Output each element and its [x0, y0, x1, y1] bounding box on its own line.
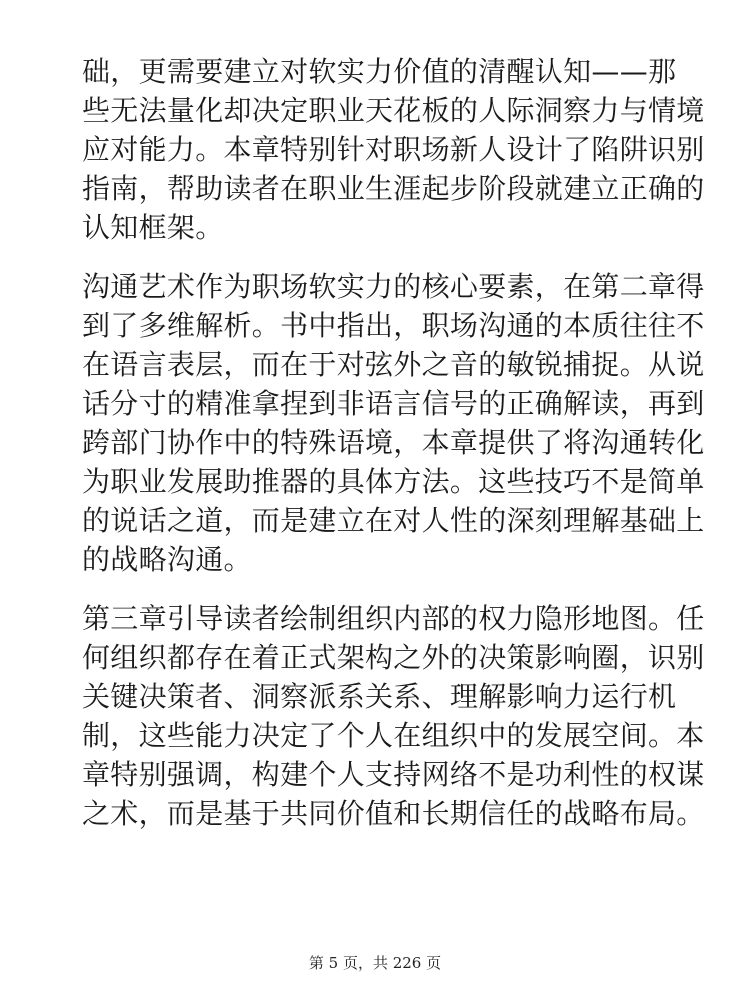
- text-line: 认知框架。: [82, 211, 224, 244]
- text-line: 关键决策者、洞察派系关系、理解影响力运行机: [82, 680, 677, 713]
- text-line: 的说话之道，而是建立在对人性的深刻理解基础上: [82, 504, 705, 537]
- text-line: 础，更需要建立对软实力价值的清醒认知——那: [82, 55, 677, 88]
- text-line: 跨部门协作中的特殊语境，本章提供了将沟通转化: [82, 426, 705, 459]
- text-line: 何组织都存在着正式架构之外的决策影响圈，识别: [82, 641, 705, 674]
- text-line: 第三章引导读者绘制组织内部的权力隐形地图。任: [82, 602, 705, 635]
- text-line: 到了多维解析。书中指出，职场沟通的本质往往不: [82, 309, 705, 342]
- paragraph-2: [82, 267, 705, 579]
- text-line: 制，这些能力决定了个人在组织中的发展空间。本: [82, 719, 705, 752]
- text-line: 些无法量化却决定职业天花板的人际洞察力与情境: [82, 94, 705, 127]
- text-line: 为职业发展助推器的具体方法。这些技巧不是简单: [82, 465, 705, 498]
- text-line: 的战略沟通。: [82, 543, 252, 576]
- text-line: 话分寸的精准拿捏到非语言信号的正确解读，再到: [82, 387, 705, 420]
- paragraph-1: [82, 52, 705, 247]
- text-line: 应对能力。本章特别针对职场新人设计了陷阱识别: [82, 133, 705, 166]
- text-line: 沟通艺术作为职场软实力的核心要素，在第二章得: [82, 270, 705, 303]
- text-line: 章特别强调，构建个人支持网络不是功利性的权谋: [82, 758, 705, 791]
- text-line: 之术，而是基于共同价值和长期信任的战略布局。: [82, 797, 705, 830]
- text-line: 指南，帮助读者在职业生涯起步阶段就建立正确的: [82, 172, 705, 205]
- paragraph-3: [82, 599, 705, 833]
- text-line: 在语言表层，而在于对弦外之音的敏锐捕捉。从说: [82, 348, 705, 381]
- document-body: [82, 52, 705, 853]
- page-number-footer: 第 5 页，共 226 页: [308, 954, 442, 972]
